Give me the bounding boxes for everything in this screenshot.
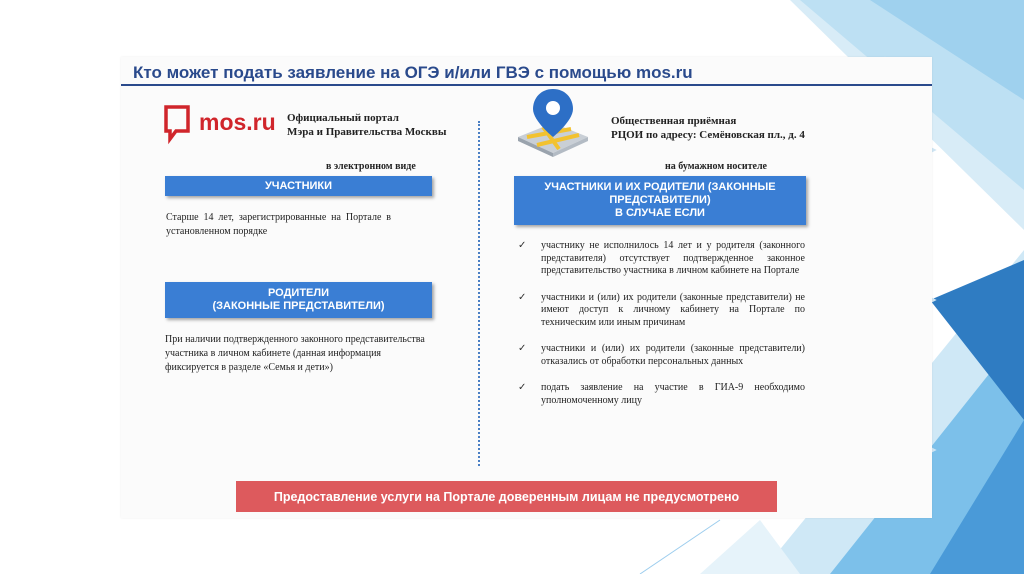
speech-bubble-icon: [163, 101, 191, 145]
right-label-line-3: В СЛУЧАЕ ЕСЛИ: [615, 207, 705, 219]
check-icon: ✓: [518, 382, 527, 393]
office-line-1: Общественная приёмная: [611, 115, 737, 127]
parents-label-line-1: РОДИТЕЛИ: [267, 287, 329, 299]
participants-text: Старше 14 лет, зарегистрированные на Портале в установленном порядке: [166, 212, 391, 237]
slide-panel: [121, 57, 932, 518]
right-label-line-1: УЧАСТНИКИ И ИХ РОДИТЕЛИ (ЗАКОННЫЕ: [544, 181, 776, 193]
office-line-2: РЦОИ по адресу: Семёновская пл., д. 4: [611, 129, 805, 141]
list-item: [513, 382, 805, 407]
portal-line-1: Официальный портал: [287, 112, 399, 124]
list-item: [513, 292, 805, 330]
footer-notice: [236, 481, 777, 512]
portal-description: [287, 111, 446, 139]
mode-electronic: в электронном виде: [326, 161, 416, 172]
portal-line-2: Мэра и Правительства Москвы: [287, 126, 447, 138]
list-item: [513, 240, 805, 278]
list-item-text: участнику не исполнилось 14 лет и у родителя (законного представителя) отсутствует подтвержденное законное представительство участника в личном кабинете на Портале: [541, 240, 805, 276]
mos-ru-logo: [163, 101, 303, 149]
list-item-text: участники и (или) их родители (законные представители) отказались от обработки персональных данных: [541, 343, 805, 367]
check-icon: ✓: [518, 291, 527, 303]
parents-text: При наличии подтвержденного законного представительства участника в личном кабинете (данная информация фиксируется в разделе «Семья и дети»): [165, 334, 425, 373]
office-description: [611, 114, 805, 142]
footer-notice-text: Предоставление услуги на Портале доверенным лицам не предусмотрено: [273, 489, 740, 504]
conditions-list: [513, 240, 805, 421]
participants-box: [165, 176, 432, 196]
list-item-text: подать заявление на участие в ГИА-9 необходимо уполномоченному лицу: [541, 382, 805, 406]
list-item: [513, 343, 805, 368]
participants-label: УЧАСТНИКИ: [264, 179, 333, 192]
right-label-line-2: ПРЕДСТАВИТЕЛИ): [609, 194, 711, 206]
parents-box: [165, 282, 432, 318]
parents-label-line-2: (ЗАКОННЫЕ ПРЕДСТАВИТЕЛИ): [212, 300, 385, 312]
mode-paper: на бумажном носителе: [665, 161, 767, 172]
participants-and-parents-box: [514, 176, 806, 225]
check-icon: ✓: [518, 240, 527, 251]
list-item-text: участники и (или) их родители (законные представители) не имеют доступ к личному кабинету на Портале по техническим или иным причинам: [541, 291, 805, 328]
logo-text: mos.ru: [199, 109, 276, 135]
slide-title: Кто может подать заявление на ОГЭ и/или ГВЭ с помощью mos.ru: [133, 63, 693, 82]
check-icon: ✓: [518, 343, 527, 354]
column-divider: [478, 121, 480, 466]
map-pin-icon: [513, 85, 593, 159]
